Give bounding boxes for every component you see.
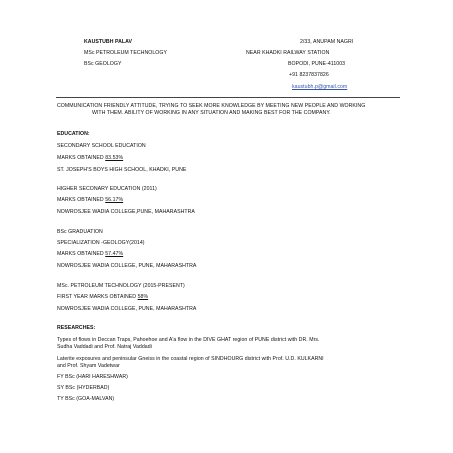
bsc-school: NOWROSJEE WADIA COLLEGE, PUNE, MAHARASHTRA (57, 263, 197, 269)
address-line-1: 2/33, ANUPAM NAGRI (300, 39, 354, 45)
research-ty: TY BSc (GOA-MALVAN) (57, 396, 115, 402)
msc-marks-value: 58% (137, 294, 149, 300)
header-divider (56, 97, 400, 98)
msc-marks-label: FIRST YEAR MARKS OBTAINED (57, 294, 137, 300)
ssc-marks-label: MARKS OBTAINED (57, 155, 104, 161)
email-link[interactable]: kaustubh.p@gmail.com (292, 84, 348, 90)
bsc-title: BSc GRADUATION (57, 229, 103, 235)
ssc-title: SECONDARY SCHOOL EDUCATION (57, 143, 146, 149)
research-1-line-1: Types of flows in Deccan Traps, Pahoehoe and A'a flow in the DIVE GHAT region of PUNE district with DR. Mrs. (57, 337, 320, 343)
research-2-line-1: Laterite exposures and peninsular Gneiss in the coastal region of SINDHOURG district with Prof. U.D. KULKARNI (57, 356, 324, 362)
hsc-school: NOWROSJEE WADIA COLLEGE,PUNE, MAHARASHTRA (57, 209, 195, 215)
bsc-marks-label: MARKS OBTAINED (57, 251, 104, 257)
ssc-marks-value: 83.53% (105, 155, 124, 161)
candidate-name: KAUSTUBH PALAV (84, 39, 133, 45)
degree-msc: MSc PETROLEUM TECHNOLOGY (84, 50, 167, 56)
msc-title: MSc. PETROLEUM TECHNOLOGY (2015-PRESENT) (57, 283, 185, 289)
bsc-specialization: SPECIALIZATION -GEOLOGY(2014) (57, 240, 145, 246)
ssc-school: ST. JOSEPH'S BOYS HIGH SCHOOL, KHADKI, PUNE (57, 167, 187, 173)
msc-school: NOWROSJEE WADIA COLLEGE, PUNE, MAHARASHTRA (57, 306, 197, 312)
phone-number: +91 8237837826 (289, 72, 329, 78)
research-1-line-2: Sudha Vaddadi and Prof. Natraj Vaddadi (57, 344, 152, 350)
research-2-line-2: and Prof. Shyam Vadetwar (57, 363, 120, 369)
bsc-marks (57, 251, 123, 257)
objective-line-1: COMMUNICATION FRIENDLY ATTITUDE, TRYING TO SEEK MORE KNOWLEDGE BY MEETING NEW PEOPLE AND WORKING (57, 103, 366, 109)
education-heading: EDUCATION: (57, 131, 90, 137)
research-fy: FY BSc (HARI HARESHWAR) (57, 374, 128, 380)
research-sy: SY BSc (HYDERBAD) (57, 385, 110, 391)
objective-line-2: WITH THEM. ABILITY OF WORKING IN ANY SITUATION AND MAKING BEST FOR THE COMPANY. (92, 110, 331, 116)
ssc-marks (57, 155, 123, 161)
hsc-marks-label: MARKS OBTAINED (57, 197, 104, 203)
bsc-marks-value: 57.47% (105, 251, 124, 257)
hsc-marks (57, 197, 123, 203)
address-line-3: BOPODI, PUNE-411003 (288, 61, 346, 67)
hsc-title: HIGHER SECONARY EDUCATION (2011) (57, 186, 157, 192)
msc-marks (57, 294, 148, 300)
researches-heading: RESEARCHES: (57, 325, 96, 331)
address-line-2: NEAR KHADKI RAILWAY STATION (246, 50, 330, 56)
hsc-marks-value: 56.17% (105, 197, 124, 203)
degree-bsc: BSc GEOLOGY (84, 61, 122, 67)
